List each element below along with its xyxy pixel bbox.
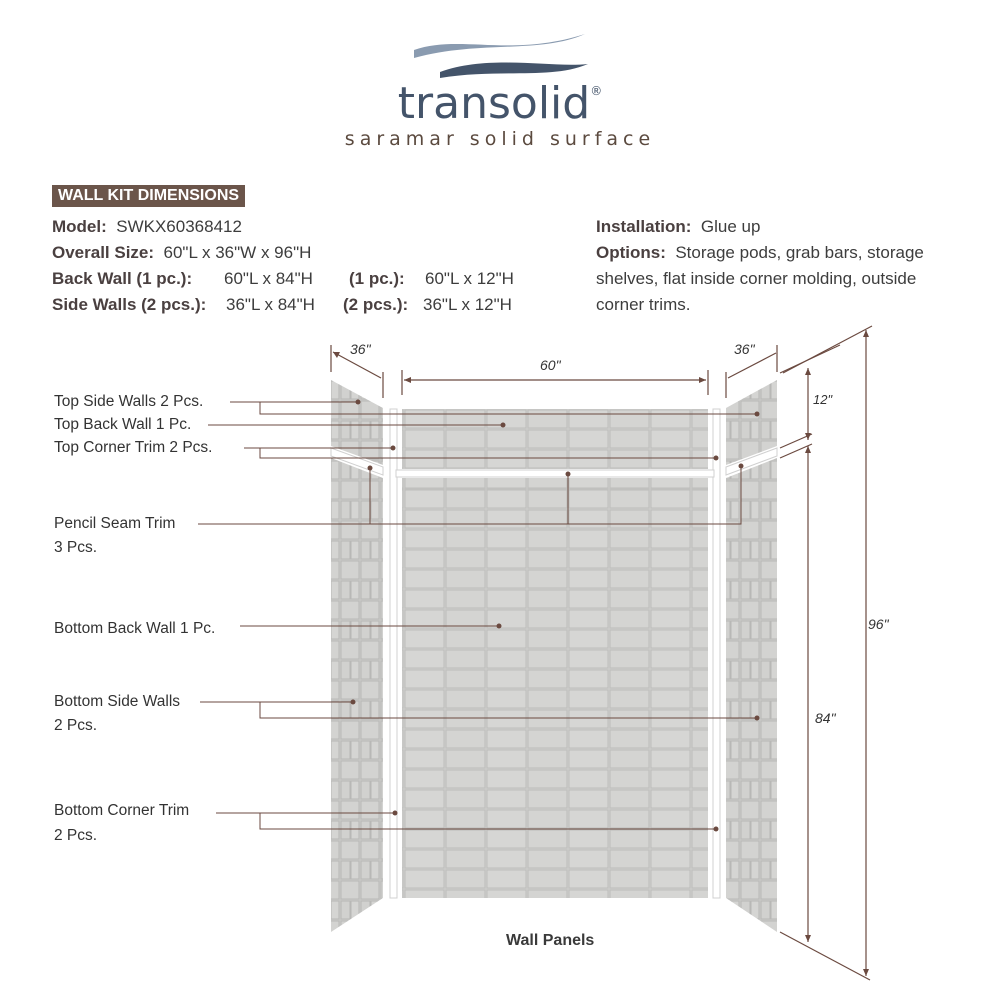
label-bottom-back-wall: Bottom Back Wall 1 Pc.: [54, 620, 216, 637]
label-top-corner-trim: Top Corner Trim 2 Pcs.: [54, 439, 213, 456]
label-pencil-seam-trim: Pencil Seam Trim: [54, 515, 176, 532]
spec-side-walls-value: 36"L x 84"H: [226, 295, 315, 314]
spec-options-line2: shelves, flat inside corner molding, outside: [596, 269, 917, 288]
spec-side-walls-2-value: 36"L x 12"H: [423, 295, 512, 314]
corner-trim-left: [390, 409, 397, 898]
label-top-back-wall: Top Back Wall 1 Pc.: [54, 416, 192, 433]
top-back-wall: [402, 409, 708, 469]
corner-trim-right: [713, 409, 720, 898]
bottom-side-wall-left: [331, 458, 383, 932]
pencil-seam-trim-back: [396, 470, 714, 477]
label-pencil-seam-count: 3 Pcs.: [54, 539, 98, 556]
dim-right-width: 36": [734, 341, 755, 357]
dim-top-height: 12": [813, 392, 833, 407]
brand-logo: transolid®: [397, 78, 603, 129]
dim-back-width: 60": [540, 357, 561, 373]
spec-options: Options: Storage pods, grab bars, storage: [596, 243, 924, 262]
spec-overall-size: Overall Size: 60"L x 36"W x 96"H: [52, 243, 312, 262]
spec-back-wall: Back Wall (1 pc.):: [52, 269, 193, 288]
dim-total-height: 96": [868, 616, 889, 632]
label-bottom-side-walls: Bottom Side Walls: [54, 693, 181, 710]
spec-side-walls-2: (2 pcs.):: [343, 295, 409, 314]
spec-side-walls: Side Walls (2 pcs.):: [52, 295, 207, 314]
label-bottom-corner-count: 2 Pcs.: [54, 827, 98, 844]
dim-left-width: 36": [350, 341, 371, 357]
spec-model: Model: SWKX60368412: [52, 217, 242, 236]
spec-installation: Installation: Glue up: [596, 217, 761, 236]
spec-back-wall-2: (1 pc.):: [349, 269, 405, 288]
dim-bottom-height: 84": [815, 710, 836, 726]
label-bottom-corner-trim: Bottom Corner Trim: [54, 802, 190, 819]
section-title: WALL KIT DIMENSIONS: [52, 185, 245, 207]
spec-options-line3: corner trims.: [596, 295, 691, 314]
label-bottom-side-count: 2 Pcs.: [54, 717, 98, 734]
diagram-caption: Wall Panels: [506, 932, 595, 949]
bottom-side-wall-right: [726, 458, 777, 932]
spec-back-wall-value: 60"L x 84"H: [224, 269, 313, 288]
bottom-back-wall: [402, 478, 708, 898]
brand-tagline: saramar solid surface: [344, 128, 656, 150]
label-top-side-walls: Top Side Walls 2 Pcs.: [54, 393, 204, 410]
spec-back-wall-2-value: 60"L x 12"H: [425, 269, 514, 288]
